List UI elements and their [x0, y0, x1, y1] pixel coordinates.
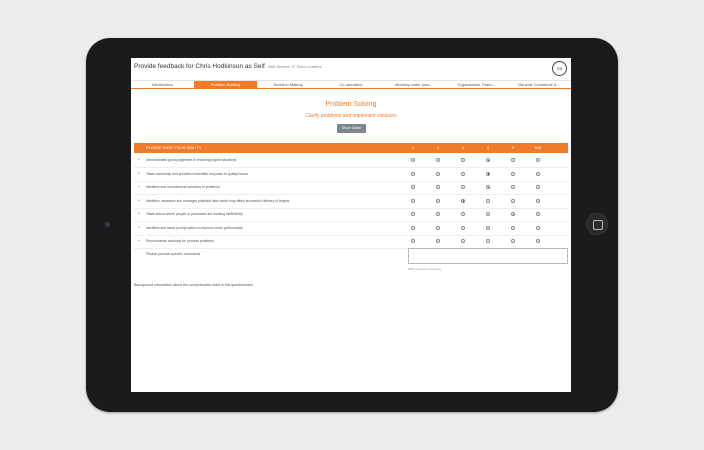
rating-radio-1[interactable]	[411, 199, 415, 203]
rating-radio-1[interactable]	[411, 239, 415, 243]
rating-column-na: N/A	[534, 145, 542, 150]
rating-radio-2[interactable]	[436, 199, 440, 203]
rating-radio-na[interactable]	[536, 185, 540, 189]
rating-radio-4[interactable]	[486, 185, 490, 189]
rating-radio-1[interactable]	[411, 212, 415, 216]
rating-row	[134, 168, 568, 182]
tab-decision-making[interactable]: Decision Making	[257, 81, 320, 89]
rating-radio-na[interactable]	[536, 239, 540, 243]
required-marker: •	[138, 184, 140, 190]
rating-header	[134, 143, 568, 153]
rating-radio-5[interactable]	[511, 158, 515, 162]
section-title: Problem Solving	[325, 101, 377, 108]
rating-row-text: Identifies and recommends solutions to problems	[146, 185, 220, 189]
section-subtitle: Clarify problems and implement solutions	[305, 113, 397, 119]
page-title-text: Provide feedback for Chris Hodkinson as Self	[134, 63, 265, 70]
rating-radio-na[interactable]	[536, 226, 540, 230]
show-guide-button[interactable]: Show Guide	[337, 124, 366, 133]
rating-radio-1[interactable]	[411, 158, 415, 162]
rating-radio-1[interactable]	[411, 185, 415, 189]
rating-radio-5[interactable]	[511, 212, 515, 216]
required-marker: •	[138, 197, 140, 204]
rating-radio-4[interactable]	[486, 158, 490, 162]
rating-radio-na[interactable]	[536, 172, 540, 176]
comments-label: Please provide specific comments	[146, 252, 201, 256]
rating-radio-na[interactable]	[536, 158, 540, 162]
page-subtitle: Skill Review: IT Team Leaders	[267, 64, 322, 69]
rating-radio-2[interactable]	[436, 239, 440, 243]
tab-working-under-pres[interactable]: Working under pres...	[382, 81, 445, 89]
rating-radio-na[interactable]	[536, 212, 540, 216]
rating-radio-5[interactable]	[511, 172, 515, 176]
rating-radio-na[interactable]	[536, 199, 540, 203]
required-marker: •	[138, 224, 140, 231]
rating-radio-3[interactable]	[461, 185, 465, 189]
rating-column-1: 1	[411, 145, 415, 150]
rating-radio-3[interactable]	[461, 239, 465, 243]
rating-row	[134, 222, 568, 236]
rating-column-2: 2	[436, 145, 440, 150]
rating-column-4: 4	[486, 145, 490, 150]
rating-radio-1[interactable]	[411, 226, 415, 230]
rating-radio-5[interactable]	[511, 226, 515, 230]
rating-radio-3[interactable]	[461, 212, 465, 216]
tab-general-comments[interactable]: General Comments & ...	[508, 81, 571, 89]
progress-indicator: 2/8	[552, 61, 567, 76]
feedback-screen	[131, 58, 571, 392]
required-marker: •	[138, 238, 140, 244]
rating-radio-2[interactable]	[436, 158, 440, 162]
tab-co-operation[interactable]: Co-operation	[320, 81, 383, 89]
rating-radio-3[interactable]	[461, 199, 465, 203]
header-bar	[131, 58, 571, 81]
rating-radio-2[interactable]	[436, 172, 440, 176]
rating-row	[134, 154, 568, 168]
rating-radio-2[interactable]	[436, 226, 440, 230]
rating-row-text: Demonstrates good judgement in resolving urgent situations	[146, 158, 237, 162]
rating-row	[134, 195, 568, 209]
rating-row	[134, 181, 568, 195]
background-info-link[interactable]: Background information about the competencies used in this questionnaire	[134, 283, 253, 287]
required-marker: •	[138, 157, 140, 163]
camera-icon	[105, 222, 110, 227]
rating-radio-1[interactable]	[411, 172, 415, 176]
tab-introduction[interactable]: Introduction	[131, 81, 194, 89]
rating-row-text: Recommends solutions for process problems	[146, 239, 214, 243]
rating-column-3: 3	[461, 145, 465, 150]
tab-organisation-plann[interactable]: Organisation, Plann...	[445, 81, 508, 89]
section-tabs	[131, 81, 571, 89]
tab-problem-solving[interactable]: Problem Solving	[194, 81, 257, 89]
rating-radio-4[interactable]	[486, 239, 490, 243]
comments-char-count: 4000 characters remaining	[408, 267, 442, 271]
rating-row-text: Takes action where people or processes are working inefficiently	[146, 212, 243, 216]
rating-header-label: PLEASE RATE YOUR ABILITY	[146, 145, 202, 150]
rating-radio-4[interactable]	[486, 226, 490, 230]
rating-row	[134, 235, 568, 249]
rating-column-5: 5	[511, 145, 515, 150]
comments-textarea[interactable]	[408, 248, 568, 264]
rating-radio-3[interactable]	[461, 158, 465, 162]
rating-row-text: Takes ownership and provides immediate response to quality issues	[146, 171, 249, 176]
required-marker: •	[138, 170, 140, 177]
rating-row	[134, 208, 568, 222]
rating-radio-5[interactable]	[511, 199, 515, 203]
rating-radio-2[interactable]	[436, 212, 440, 216]
rating-row-text: Identifies, assesses and manages potential risks which may affect successful delivery of targets	[146, 198, 290, 203]
rating-radio-5[interactable]	[511, 185, 515, 189]
home-button[interactable]	[586, 213, 608, 235]
rating-radio-5[interactable]	[511, 239, 515, 243]
required-marker: •	[138, 211, 140, 217]
rating-radio-4[interactable]	[486, 212, 490, 216]
rating-row-text: Identifies and takes prompt action to improve under performance	[146, 225, 244, 230]
rating-radio-3[interactable]	[461, 172, 465, 176]
page-title	[134, 63, 321, 70]
rating-radio-3[interactable]	[461, 226, 465, 230]
rating-radio-4[interactable]	[486, 172, 490, 176]
rating-radio-2[interactable]	[436, 185, 440, 189]
rating-radio-4[interactable]	[486, 199, 490, 203]
